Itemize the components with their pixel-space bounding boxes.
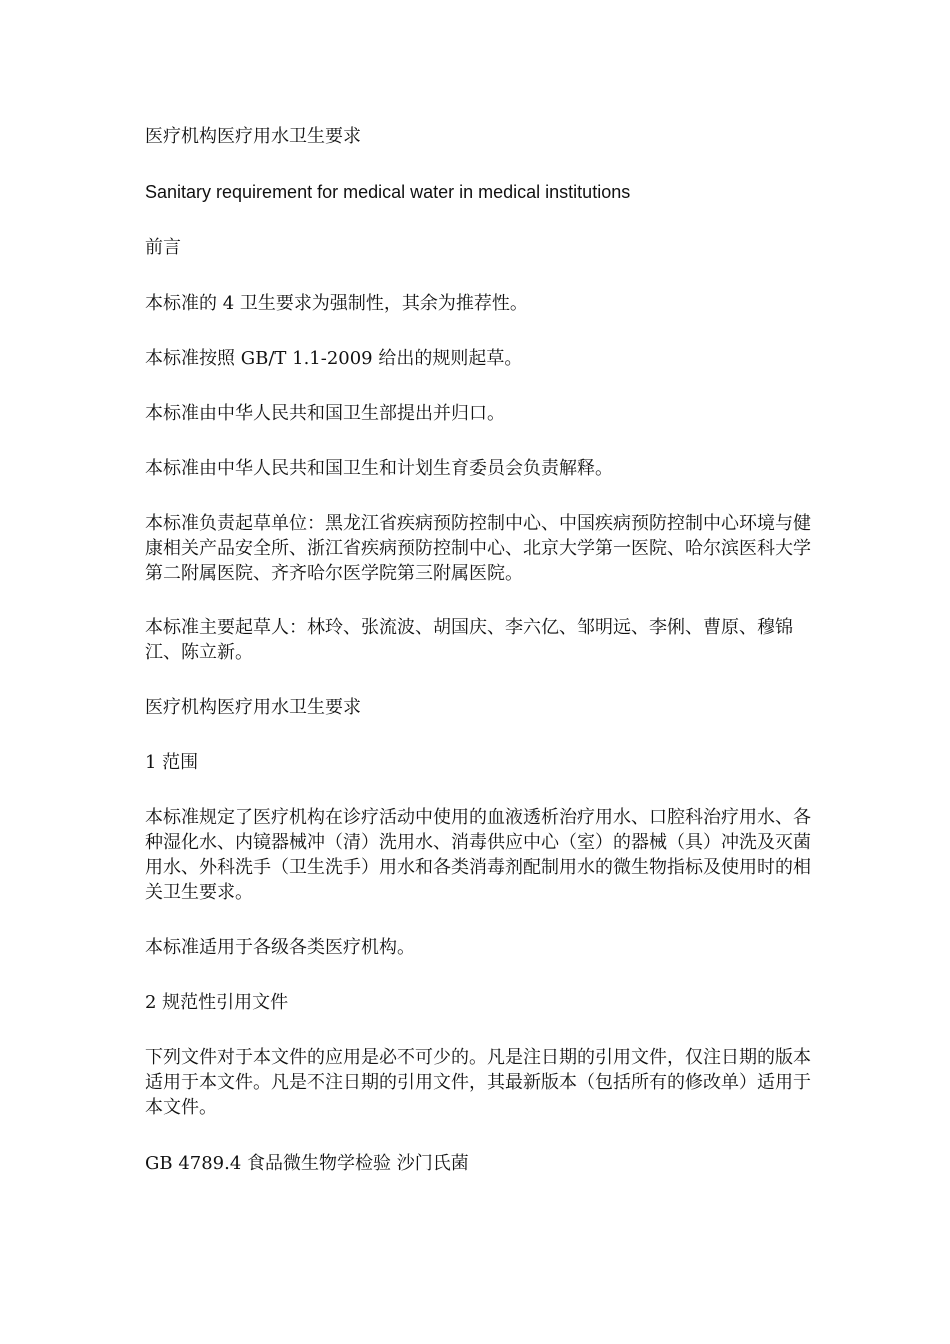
foreword-paragraph-drafting-units: 本标准负责起草单位：黑龙江省疾病预防控制中心、中国疾病预防控制中心环境与健康相关产品安全所、浙江省疾病预防控制中心、北京大学第一医院、哈尔滨医科大学第二附属医院、齐齐哈尔医学院第三附属医院。 — [145, 513, 811, 584]
reference-gb-4789-4: GB 4789.4 食品微生物学检验 沙门氏菌 — [145, 1153, 469, 1174]
foreword-paragraph-mandatory: 本标准的 4 卫生要求为强制性，其余为推荐性。 — [145, 293, 528, 314]
section-1-scope-paragraph: 本标准规定了医疗机构在诊疗活动中使用的血液透析治疗用水、口腔科治疗用水、各种湿化水、内镜器械冲（清）洗用水、消毒供应中心（室）的器械（具）冲洗及灭菌用水、外科洗手（卫生洗手）用水和各类消毒剂配制用水的微生物指标及使用时的相关卫生要求。 — [145, 807, 811, 903]
section-1-heading: 1 范围 — [145, 752, 199, 773]
document-title-chinese: 医疗机构医疗用水卫生要求 — [145, 126, 361, 147]
section-2-references-paragraph: 下列文件对于本文件的应用是必不可少的。凡是注日期的引用文件，仅注日期的版本适用于本文件。凡是不注日期的引用文件，其最新版本（包括所有的修改单）适用于本文件。 — [145, 1047, 811, 1118]
body-title: 医疗机构医疗用水卫生要求 — [145, 697, 361, 718]
foreword-paragraph-interpretation: 本标准由中华人民共和国卫生和计划生育委员会负责解释。 — [145, 458, 613, 479]
section-2-heading: 2 规范性引用文件 — [145, 992, 289, 1013]
section-1-applicability-paragraph: 本标准适用于各级各类医疗机构。 — [145, 937, 415, 958]
document-title-english: Sanitary requirement for medical water in medical institutions — [145, 182, 631, 202]
foreword-paragraph-proposer: 本标准由中华人民共和国卫生部提出并归口。 — [145, 403, 505, 424]
foreword-paragraph-drafters: 本标准主要起草人：林玲、张流波、胡国庆、李六亿、邹明远、李俐、曹原、穆锦江、陈立新。 — [145, 617, 793, 663]
foreword-paragraph-drafting-rules: 本标准按照 GB/T 1.1-2009 给出的规则起草。 — [145, 348, 523, 369]
foreword-heading: 前言 — [145, 237, 181, 258]
